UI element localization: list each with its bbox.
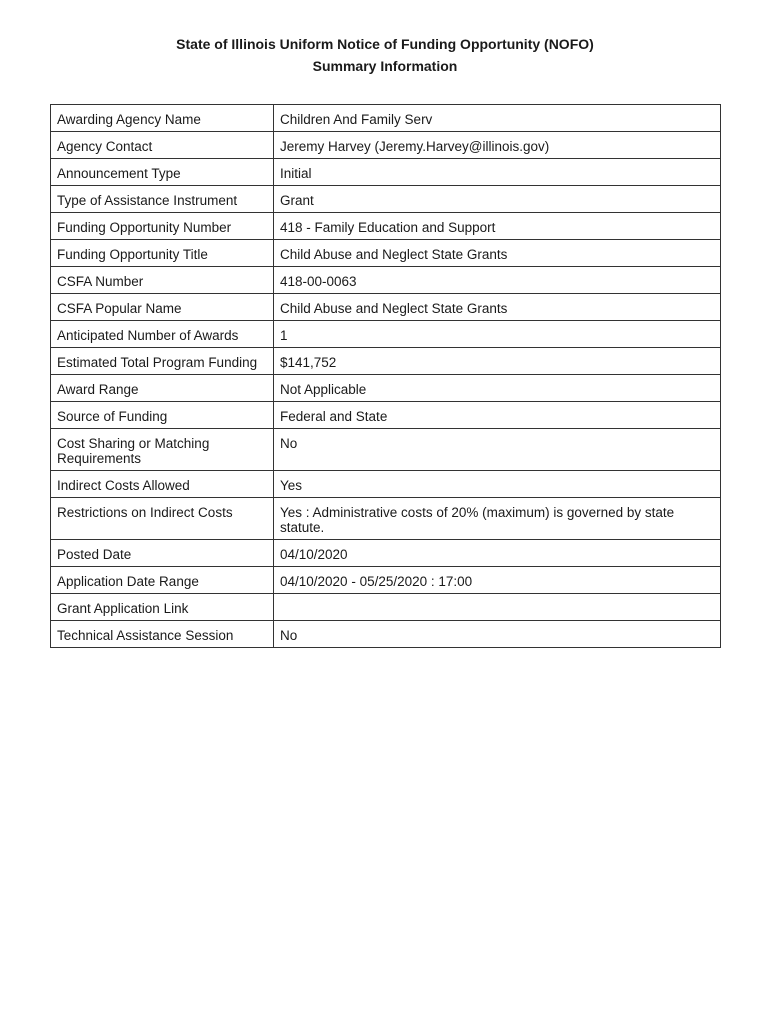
- table-row: [51, 594, 721, 621]
- row-label-indirect-costs-allowed: Indirect Costs Allowed: [51, 471, 274, 498]
- row-label-application-date-range: Application Date Range: [51, 567, 274, 594]
- row-value-funding-opportunity-title: Child Abuse and Neglect State Grants: [274, 240, 721, 267]
- nofo-summary-table: [50, 104, 721, 648]
- title-line-2: Summary Information: [312, 58, 458, 74]
- table-row: [51, 321, 721, 348]
- document-title: [0, 33, 770, 77]
- table-row: [51, 567, 721, 594]
- row-label-announcement-type: Announcement Type: [51, 159, 274, 186]
- table-row: [51, 132, 721, 159]
- row-value-cost-sharing: No: [274, 429, 721, 471]
- row-value-award-range: Not Applicable: [274, 375, 721, 402]
- table-row: [51, 621, 721, 648]
- row-value-technical-assistance: No: [274, 621, 721, 648]
- table-row: [51, 540, 721, 567]
- row-value-announcement-type: Initial: [274, 159, 721, 186]
- row-value-posted-date: 04/10/2020: [274, 540, 721, 567]
- title-line-1: State of Illinois Uniform Notice of Funding Opportunity (NOFO): [176, 36, 594, 52]
- table-row: [51, 105, 721, 132]
- table-row: [51, 348, 721, 375]
- table-row: [51, 294, 721, 321]
- table-row: [51, 159, 721, 186]
- row-value-csfa-number: 418-00-0063: [274, 267, 721, 294]
- row-value-grant-application-link: [274, 594, 721, 621]
- table-row: [51, 375, 721, 402]
- row-label-grant-application-link: Grant Application Link: [51, 594, 274, 621]
- row-label-csfa-number: CSFA Number: [51, 267, 274, 294]
- row-value-source-of-funding: Federal and State: [274, 402, 721, 429]
- table-row: [51, 498, 721, 540]
- row-label-funding-opportunity-title: Funding Opportunity Title: [51, 240, 274, 267]
- table-row: [51, 240, 721, 267]
- row-label-award-range: Award Range: [51, 375, 274, 402]
- table-row: [51, 186, 721, 213]
- row-label-funding-opportunity-number: Funding Opportunity Number: [51, 213, 274, 240]
- row-label-posted-date: Posted Date: [51, 540, 274, 567]
- row-value-awarding-agency-name: Children And Family Serv: [274, 105, 721, 132]
- row-label-estimated-funding: Estimated Total Program Funding: [51, 348, 274, 375]
- table-row: [51, 429, 721, 471]
- row-label-csfa-popular-name: CSFA Popular Name: [51, 294, 274, 321]
- row-label-source-of-funding: Source of Funding: [51, 402, 274, 429]
- row-value-assistance-instrument: Grant: [274, 186, 721, 213]
- row-value-anticipated-awards: 1: [274, 321, 721, 348]
- row-value-indirect-costs-allowed: Yes: [274, 471, 721, 498]
- row-value-application-date-range: 04/10/2020 - 05/25/2020 : 17:00: [274, 567, 721, 594]
- row-label-assistance-instrument: Type of Assistance Instrument: [51, 186, 274, 213]
- row-label-agency-contact: Agency Contact: [51, 132, 274, 159]
- row-value-agency-contact: Jeremy Harvey (Jeremy.Harvey@illinois.gov): [274, 132, 721, 159]
- row-label-technical-assistance: Technical Assistance Session: [51, 621, 274, 648]
- row-label-anticipated-awards: Anticipated Number of Awards: [51, 321, 274, 348]
- row-label-awarding-agency-name: Awarding Agency Name: [51, 105, 274, 132]
- row-value-indirect-cost-restrictions: Yes : Administrative costs of 20% (maximum) is governed by state statute.: [274, 498, 721, 540]
- row-value-estimated-funding: $141,752: [274, 348, 721, 375]
- table-row: [51, 213, 721, 240]
- table-row: [51, 267, 721, 294]
- row-value-funding-opportunity-number: 418 - Family Education and Support: [274, 213, 721, 240]
- row-label-cost-sharing: Cost Sharing or Matching Requirements: [51, 429, 274, 471]
- table-row: [51, 471, 721, 498]
- row-label-indirect-cost-restrictions: Restrictions on Indirect Costs: [51, 498, 274, 540]
- row-value-csfa-popular-name: Child Abuse and Neglect State Grants: [274, 294, 721, 321]
- table-row: [51, 402, 721, 429]
